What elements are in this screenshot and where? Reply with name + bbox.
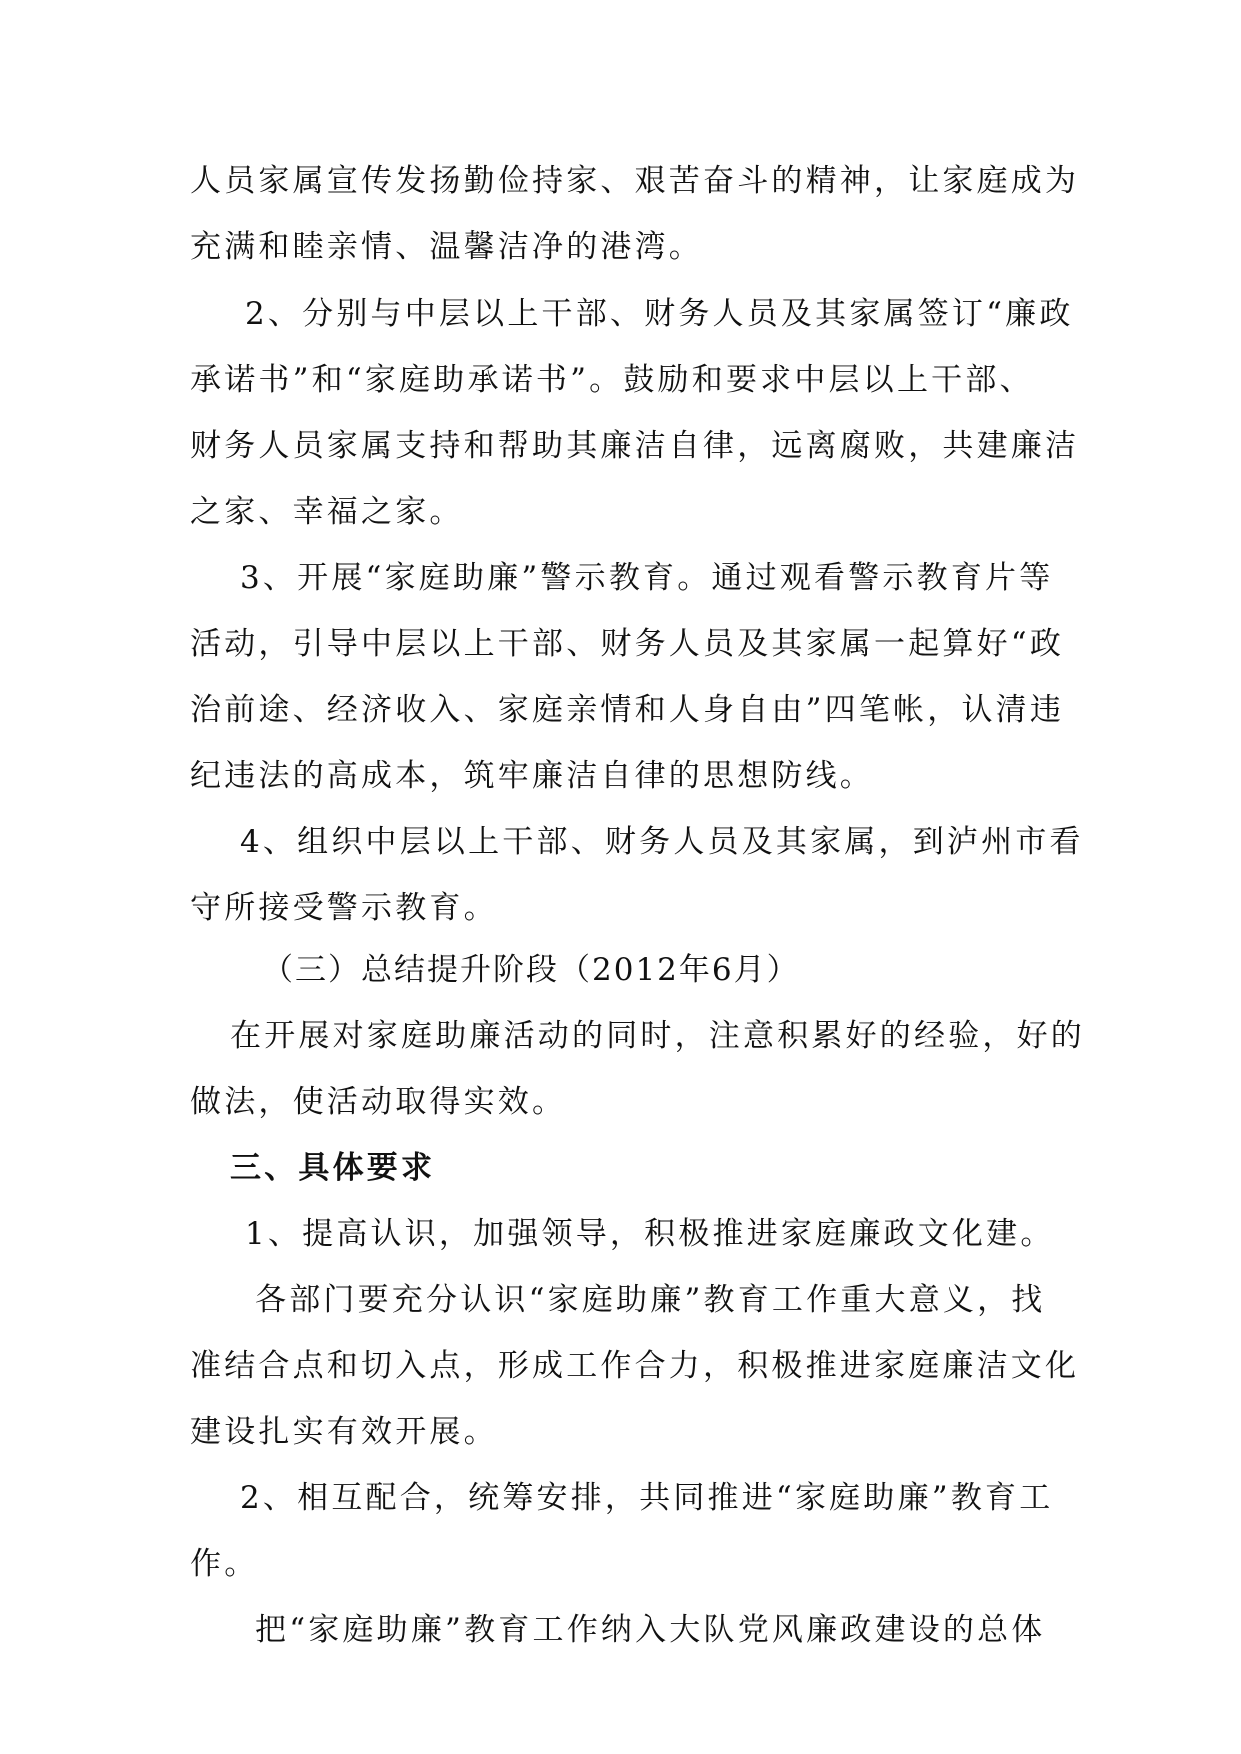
paragraph-line: 1、提高认识，加强领导，积极推进家庭廉政文化建。 [245, 1216, 1055, 1252]
section-subheading: （三）总结提升阶段（2012年6月） [262, 952, 800, 988]
paragraph-line: 准结合点和切入点，形成工作合力，积极推进家庭廉洁文化 [190, 1348, 1080, 1384]
paragraph-line: 纪违法的高成本，筑牢廉洁自律的思想防线。 [190, 758, 874, 794]
paragraph-line: 充满和睦亲情、温馨洁净的港湾。 [190, 229, 703, 265]
section-heading: 三、具体要求 [230, 1150, 436, 1186]
paragraph-line: 作。 [190, 1546, 259, 1582]
paragraph-line: 人员家属宣传发扬勤俭持家、艰苦奋斗的精神，让家庭成为 [190, 163, 1080, 199]
paragraph-line: 之家、幸福之家。 [190, 494, 464, 530]
paragraph-line: 活动，引导中层以上干部、财务人员及其家属一起算好“政 [190, 626, 1065, 662]
paragraph-line: 2、分别与中层以上干部、财务人员及其家属签订“廉政 [245, 296, 1074, 332]
paragraph-line: 2、相互配合，统筹安排，共同推进“家庭助廉”教育工 [240, 1480, 1054, 1516]
paragraph-line: 治前途、经济收入、家庭亲情和人身自由”四笔帐，认清违 [190, 692, 1065, 728]
paragraph-line: 把“家庭助廉”教育工作纳入大队党风廉政建设的总体 [255, 1612, 1046, 1648]
paragraph-line: 4、组织中层以上干部、财务人员及其家属，到泸州市看 [240, 824, 1084, 860]
paragraph-line: 守所接受警示教育。 [190, 890, 498, 926]
paragraph-line: 3、开展“家庭助廉”警示教育。通过观看警示教育片等 [240, 560, 1054, 596]
paragraph-line: 在开展对家庭助廉活动的同时，注意积累好的经验，好的 [230, 1018, 1085, 1054]
paragraph-line: 各部门要充分认识“家庭助廉”教育工作重大意义，找 [255, 1282, 1046, 1318]
paragraph-line: 建设扎实有效开展。 [190, 1414, 498, 1450]
paragraph-line: 财务人员家属支持和帮助其廉洁自律，远离腐败，共建廉洁 [190, 428, 1080, 464]
paragraph-line: 做法，使活动取得实效。 [190, 1084, 567, 1120]
paragraph-line: 承诺书”和“家庭助承诺书”。鼓励和要求中层以上干部、 [190, 362, 1034, 398]
